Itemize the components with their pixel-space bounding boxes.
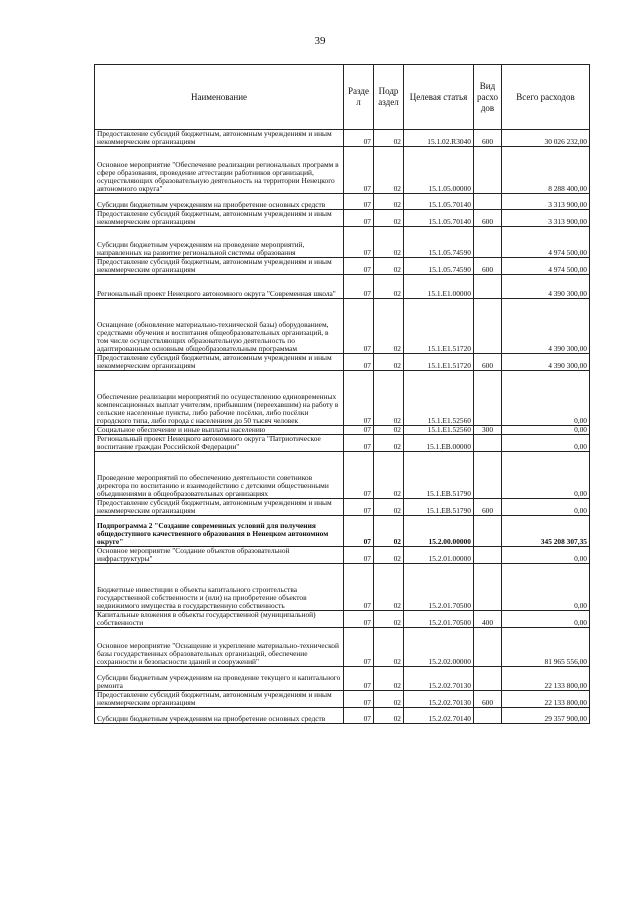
row-name: Предоставление субсидий бюджетным, автономным учреждениям и иным некоммерческим организациям bbox=[95, 210, 344, 227]
row-subsection: 02 bbox=[374, 371, 404, 426]
table-row bbox=[95, 275, 590, 299]
row-total: 0,00 bbox=[502, 499, 590, 516]
row-section: 07 bbox=[344, 426, 374, 435]
row-name: Обеспечение реализации мероприятий по осуществлению единовременных компенсационных выплат учителям, прибывшим (переехавшим) на работу в сельские населенные пункты, либо рабочие посёлки, либо посёлки городского типа, либо города с населением до 50 тысяч человек bbox=[95, 371, 344, 426]
row-section: 07 bbox=[344, 667, 374, 691]
row-name: Основное мероприятие "Создание объектов образовательной инфраструктуры" bbox=[95, 547, 344, 564]
row-total: 0,00 bbox=[502, 611, 590, 628]
row-kind: 600 bbox=[474, 499, 502, 516]
table-row bbox=[95, 426, 590, 435]
table-row bbox=[95, 371, 590, 426]
header-kind: Вид расхо дов bbox=[474, 65, 502, 130]
table-row bbox=[95, 194, 590, 210]
row-target: 15.1.05.74590 bbox=[404, 227, 474, 258]
row-total: 22 133 800,00 bbox=[502, 667, 590, 691]
row-name: Предоставление субсидий бюджетным, автономным учреждениям и иным некоммерческим организациям bbox=[95, 354, 344, 371]
row-subsection: 02 bbox=[374, 194, 404, 210]
table-row bbox=[95, 210, 590, 227]
table-row bbox=[95, 452, 590, 499]
row-total: 81 965 556,00 bbox=[502, 628, 590, 667]
row-section: 07 bbox=[344, 194, 374, 210]
row-section: 07 bbox=[344, 435, 374, 452]
row-kind: 600 bbox=[474, 258, 502, 275]
row-kind bbox=[474, 194, 502, 210]
row-section: 07 bbox=[344, 147, 374, 194]
table-row bbox=[95, 258, 590, 275]
row-target: 15.2.01.70500 bbox=[404, 564, 474, 611]
row-target: 15.2.02.70130 bbox=[404, 691, 474, 708]
row-kind bbox=[474, 564, 502, 611]
row-name: Предоставление субсидий бюджетным, автономным учреждениям и иным некоммерческим организациям bbox=[95, 130, 344, 147]
row-name: Субсидии бюджетным учреждениям на приобретение основных средств bbox=[95, 194, 344, 210]
row-kind: 400 bbox=[474, 611, 502, 628]
row-subsection: 02 bbox=[374, 147, 404, 194]
row-kind bbox=[474, 547, 502, 564]
table-row bbox=[95, 691, 590, 708]
row-target: 15.1.E1.51720 bbox=[404, 299, 474, 354]
row-name: Субсидии бюджетным учреждениям на проведение текущего и капитального ремонта bbox=[95, 667, 344, 691]
row-target: 15.1.05.00000 bbox=[404, 147, 474, 194]
row-total: 4 390 300,00 bbox=[502, 275, 590, 299]
row-name: Предоставление субсидий бюджетным, автономным учреждениям и иным некоммерческим организациям bbox=[95, 691, 344, 708]
row-section: 07 bbox=[344, 354, 374, 371]
row-subsection: 02 bbox=[374, 452, 404, 499]
row-kind bbox=[474, 452, 502, 499]
row-kind bbox=[474, 628, 502, 667]
row-target: 15.2.02.70130 bbox=[404, 667, 474, 691]
row-name: Субсидии бюджетным учреждениям на проведение мероприятий, направленных на развитие региональной системы образования bbox=[95, 227, 344, 258]
row-total: 0,00 bbox=[502, 452, 590, 499]
table-row bbox=[95, 147, 590, 194]
header-name: Наименование bbox=[95, 65, 344, 130]
table-row bbox=[95, 299, 590, 354]
row-total: 0,00 bbox=[502, 564, 590, 611]
row-name: Бюджетные инвестиции в объекты капитального строительства государственной собственности и (или) на приобретение объектов недвижимого имущества в государственную собственность bbox=[95, 564, 344, 611]
row-subsection: 02 bbox=[374, 516, 404, 547]
row-target: 15.2.02.70140 bbox=[404, 708, 474, 724]
row-name: Основное мероприятие "Обеспечение реализации региональных программ в сфере образования, проведение аттестации работников организаций, осуществляющих образовательную деятельность на территории Ненецкого автономного округа" bbox=[95, 147, 344, 194]
row-kind: 600 bbox=[474, 210, 502, 227]
row-name: Капитальные вложения в объекты государственной (муниципальной) собственности bbox=[95, 611, 344, 628]
row-total: 0,00 bbox=[502, 371, 590, 426]
row-total: 0,00 bbox=[502, 547, 590, 564]
row-section: 07 bbox=[344, 547, 374, 564]
row-name: Оснащение (обновление материально-технической базы) оборудованием, средствами обучения и воспитания общеобразовательных организаций, в том числе осуществляющих образовательную деятельность по адаптированным основным общеобразовательным программам bbox=[95, 299, 344, 354]
row-name: Региональный проект Ненецкого автономного округа "Современная школа" bbox=[95, 275, 344, 299]
row-section: 07 bbox=[344, 227, 374, 258]
row-target: 15.2.00.00000 bbox=[404, 516, 474, 547]
row-section: 07 bbox=[344, 628, 374, 667]
row-subsection: 02 bbox=[374, 564, 404, 611]
row-kind bbox=[474, 516, 502, 547]
page-number: 39 bbox=[314, 35, 326, 47]
table-row bbox=[95, 499, 590, 516]
row-total: 3 313 900,00 bbox=[502, 194, 590, 210]
row-name: Субсидии бюджетным учреждениям на приобретение основных средств bbox=[95, 708, 344, 724]
header-target: Целевая статья bbox=[404, 65, 474, 130]
row-name: Проведение мероприятий по обеспечению деятельности советников директора по воспитанию и взаимодействию с детскими общественными объединениями в общеобразовательных организациях bbox=[95, 452, 344, 499]
row-target: 15.1.02.R3040 bbox=[404, 130, 474, 147]
table-row bbox=[95, 354, 590, 371]
row-section: 07 bbox=[344, 275, 374, 299]
row-target: 15.1.E1.52560 bbox=[404, 371, 474, 426]
row-kind bbox=[474, 147, 502, 194]
row-total: 30 026 232,00 bbox=[502, 130, 590, 147]
row-target: 15.1.05.70140 bbox=[404, 194, 474, 210]
row-target: 15.1.E1.00000 bbox=[404, 275, 474, 299]
row-section: 07 bbox=[344, 452, 374, 499]
row-subsection: 02 bbox=[374, 499, 404, 516]
row-subsection: 02 bbox=[374, 299, 404, 354]
row-total: 4 974 500,00 bbox=[502, 258, 590, 275]
row-name: Региональный проект Ненецкого автономного округа "Патриотическое воспитание граждан Российской Федерации" bbox=[95, 435, 344, 452]
header-section: Разде л bbox=[344, 65, 374, 130]
table-row bbox=[95, 516, 590, 547]
row-subsection: 02 bbox=[374, 275, 404, 299]
row-name: Подпрограмма 2 "Создание современных условий для получения общедоступного качественного образования в Ненецком автономном округе" bbox=[95, 516, 344, 547]
row-total: 4 390 300,00 bbox=[502, 299, 590, 354]
row-kind bbox=[474, 371, 502, 426]
row-subsection: 02 bbox=[374, 628, 404, 667]
row-section: 07 bbox=[344, 564, 374, 611]
budget-table bbox=[94, 64, 590, 724]
row-section: 07 bbox=[344, 499, 374, 516]
row-subsection: 02 bbox=[374, 667, 404, 691]
row-total: 4 974 500,00 bbox=[502, 227, 590, 258]
table-header-row bbox=[95, 65, 590, 130]
row-total: 4 390 300,00 bbox=[502, 354, 590, 371]
row-section: 07 bbox=[344, 130, 374, 147]
row-section: 07 bbox=[344, 708, 374, 724]
row-target: 15.2.01.00000 bbox=[404, 547, 474, 564]
row-target: 15.2.02.00000 bbox=[404, 628, 474, 667]
row-subsection: 02 bbox=[374, 210, 404, 227]
row-kind bbox=[474, 299, 502, 354]
row-total: 22 133 800,00 bbox=[502, 691, 590, 708]
row-kind: 300 bbox=[474, 426, 502, 435]
row-total: 29 357 900,00 bbox=[502, 708, 590, 724]
table-row bbox=[95, 435, 590, 452]
header-total: Всего расходов bbox=[502, 65, 590, 130]
row-subsection: 02 bbox=[374, 547, 404, 564]
row-total: 3 313 900,00 bbox=[502, 210, 590, 227]
row-subsection: 02 bbox=[374, 708, 404, 724]
table-row bbox=[95, 667, 590, 691]
row-kind bbox=[474, 708, 502, 724]
row-subsection: 02 bbox=[374, 227, 404, 258]
row-target: 15.1.EB.00000 bbox=[404, 435, 474, 452]
row-total: 0,00 bbox=[502, 435, 590, 452]
header-subsection: Подр аздел bbox=[374, 65, 404, 130]
row-total: 0,00 bbox=[502, 426, 590, 435]
row-kind: 600 bbox=[474, 691, 502, 708]
row-total: 8 288 400,00 bbox=[502, 147, 590, 194]
row-target: 15.2.01.70500 bbox=[404, 611, 474, 628]
row-subsection: 02 bbox=[374, 611, 404, 628]
row-kind bbox=[474, 435, 502, 452]
row-target: 15.1.E1.51720 bbox=[404, 354, 474, 371]
row-kind bbox=[474, 275, 502, 299]
row-target: 15.1.EB.51790 bbox=[404, 499, 474, 516]
row-kind: 600 bbox=[474, 130, 502, 147]
table-row bbox=[95, 708, 590, 724]
row-name: Предоставление субсидий бюджетным, автономным учреждениям и иным некоммерческим организациям bbox=[95, 258, 344, 275]
row-section: 07 bbox=[344, 258, 374, 275]
table-row bbox=[95, 564, 590, 611]
row-target: 15.1.05.70140 bbox=[404, 210, 474, 227]
row-target: 15.1.E1.52560 bbox=[404, 426, 474, 435]
row-subsection: 02 bbox=[374, 258, 404, 275]
row-target: 15.1.EB.51790 bbox=[404, 452, 474, 499]
row-section: 07 bbox=[344, 611, 374, 628]
row-section: 07 bbox=[344, 691, 374, 708]
table-row bbox=[95, 547, 590, 564]
row-subsection: 02 bbox=[374, 435, 404, 452]
row-kind bbox=[474, 227, 502, 258]
row-name: Предоставление субсидий бюджетным, автономным учреждениям и иным некоммерческим организациям bbox=[95, 499, 344, 516]
row-name: Основное мероприятие "Оснащение и укрепление материально-технической базы государственных образовательных организаций, обеспечение сохранности и безопасности зданий и сооружений" bbox=[95, 628, 344, 667]
row-kind: 600 bbox=[474, 354, 502, 371]
row-section: 07 bbox=[344, 210, 374, 227]
row-kind bbox=[474, 667, 502, 691]
table-row bbox=[95, 611, 590, 628]
row-total: 345 208 307,35 bbox=[502, 516, 590, 547]
row-name: Социальное обеспечение и иные выплаты населению bbox=[95, 426, 344, 435]
row-subsection: 02 bbox=[374, 354, 404, 371]
row-subsection: 02 bbox=[374, 130, 404, 147]
row-subsection: 02 bbox=[374, 691, 404, 708]
table-row bbox=[95, 130, 590, 147]
row-section: 07 bbox=[344, 516, 374, 547]
row-subsection: 02 bbox=[374, 426, 404, 435]
table-row bbox=[95, 628, 590, 667]
row-target: 15.1.05.74590 bbox=[404, 258, 474, 275]
row-section: 07 bbox=[344, 299, 374, 354]
row-section: 07 bbox=[344, 371, 374, 426]
table-row bbox=[95, 227, 590, 258]
